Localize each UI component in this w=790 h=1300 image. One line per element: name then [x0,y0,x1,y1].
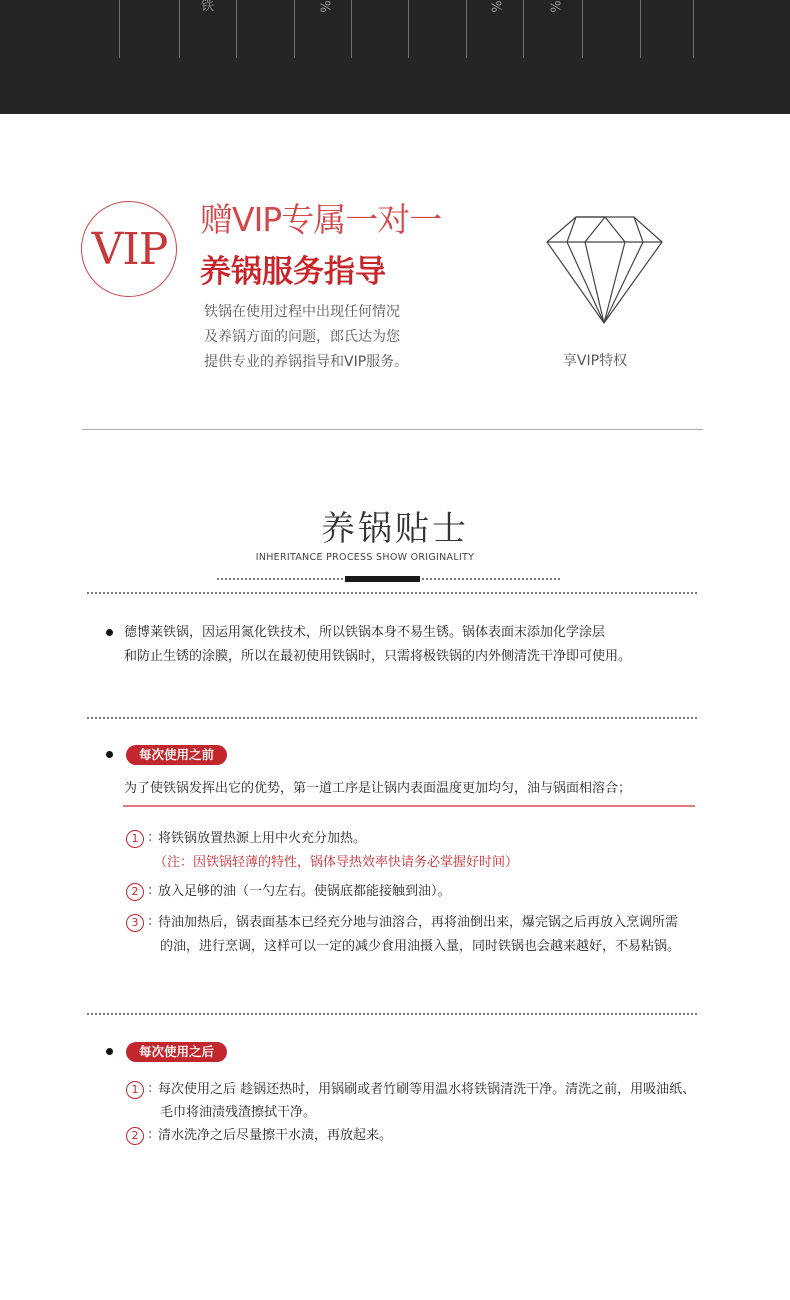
step-colon: : [148,883,153,898]
band-divider [236,0,237,58]
step-text: 每次使用之后 趁锅还热时，用锅刷或者竹刷等用温水将铁锅清洗干净。清洗之前，用吸油纸、 [158,1082,696,1097]
step-number-badge: 2 [126,883,144,901]
intro-line: 和防止生锈的涂膜，所以在最初使用铁锅时，只需将极铁锅的内外侧清洗干净即可使用。 [124,649,632,664]
vip-desc-line: 铁锅在使用过程中出现任何情况 [204,304,400,320]
band-divider [179,0,180,58]
tips-subtitle: INHERITANCE PROCESS SHOW ORIGINALITY [255,552,475,563]
step-number-badge: 3 [126,914,144,932]
bullet-dot [106,751,113,758]
step-colon: : [148,830,153,845]
step-number-badge: 1 [126,1081,144,1099]
step-number-badge: 2 [126,1127,144,1145]
dotted-divider [86,591,698,595]
vip-description [204,300,408,375]
top-dark-band [0,0,790,114]
step-text: 待油加热后，锅表面基本已经充分地与油溶合，再将油倒出来，爆完锅之后再放入烹调所需 [158,915,679,930]
band-divider [119,0,120,58]
step-text: 毛巾将油渍残渣擦拭干净。 [160,1105,317,1120]
band-char: % [487,0,503,13]
bullet-dot [106,629,113,636]
step-note: （注：因铁锅轻薄的特性，锅体导热效率快请务必掌握好时间） [154,855,519,870]
band-divider [523,0,524,58]
step-text: 将铁锅放置热源上用中火充分加热。 [158,831,367,846]
red-rule [123,805,695,807]
vip-headline: 赠VIP专属一对一 [200,200,442,239]
vip-desc-line: 及养锅方面的问题，郎氏达为您 [204,329,400,345]
band-char: % [546,0,562,13]
diamond-icon [545,213,665,325]
step-text: 清水洗净之后尽量擦干水渍，再放起来。 [158,1128,393,1143]
section-divider [82,429,703,430]
title-underline-bar [345,576,420,582]
band-divider [466,0,467,58]
vip-service-title: 养锅服务指导 [200,254,386,290]
band-divider [582,0,583,58]
band-divider [640,0,641,58]
before-use-lead: 为了使铁锅发挥出它的优势，第一道工序是让锅内表面温度更加均匀，油与锅面相溶合； [124,781,632,796]
bullet-dot [106,1048,113,1055]
after-use-badge: 每次使用之后 [126,1042,227,1062]
dotted-divider [86,716,698,720]
vip-desc-line: 提供专业的养锅指导和VIP服务。 [204,354,409,370]
title-dots-right [421,577,562,581]
intro-line: 德博莱铁锅，因运用氮化铁技术，所以铁锅本身不易生锈。锅体表面末添加化学涂层 [124,625,606,640]
step-text: 放入足够的油（一勺左右。使锅底都能接触到油）。 [158,884,451,899]
title-dots-left [216,577,344,581]
tips-title: 养锅贴士 [321,509,469,549]
band-char: % [316,0,332,13]
step-colon: : [148,1127,153,1142]
before-use-badge: 每次使用之前 [126,745,227,765]
band-char: 铁 [201,0,215,14]
band-divider [351,0,352,58]
vip-badge-text: VIP [91,224,168,275]
step-colon: : [148,914,153,929]
step-text: 的油，进行烹调，这样可以一定的减少食用油摄入量，同时铁锅也会越来越好，不易粘锅。 [160,939,681,954]
band-divider [693,0,694,58]
band-divider [408,0,409,58]
vip-privilege-label: 享VIP特权 [562,353,628,369]
dotted-divider [86,1012,698,1016]
step-number-badge: 1 [126,830,144,848]
band-divider [294,0,295,58]
step-colon: : [148,1081,153,1096]
